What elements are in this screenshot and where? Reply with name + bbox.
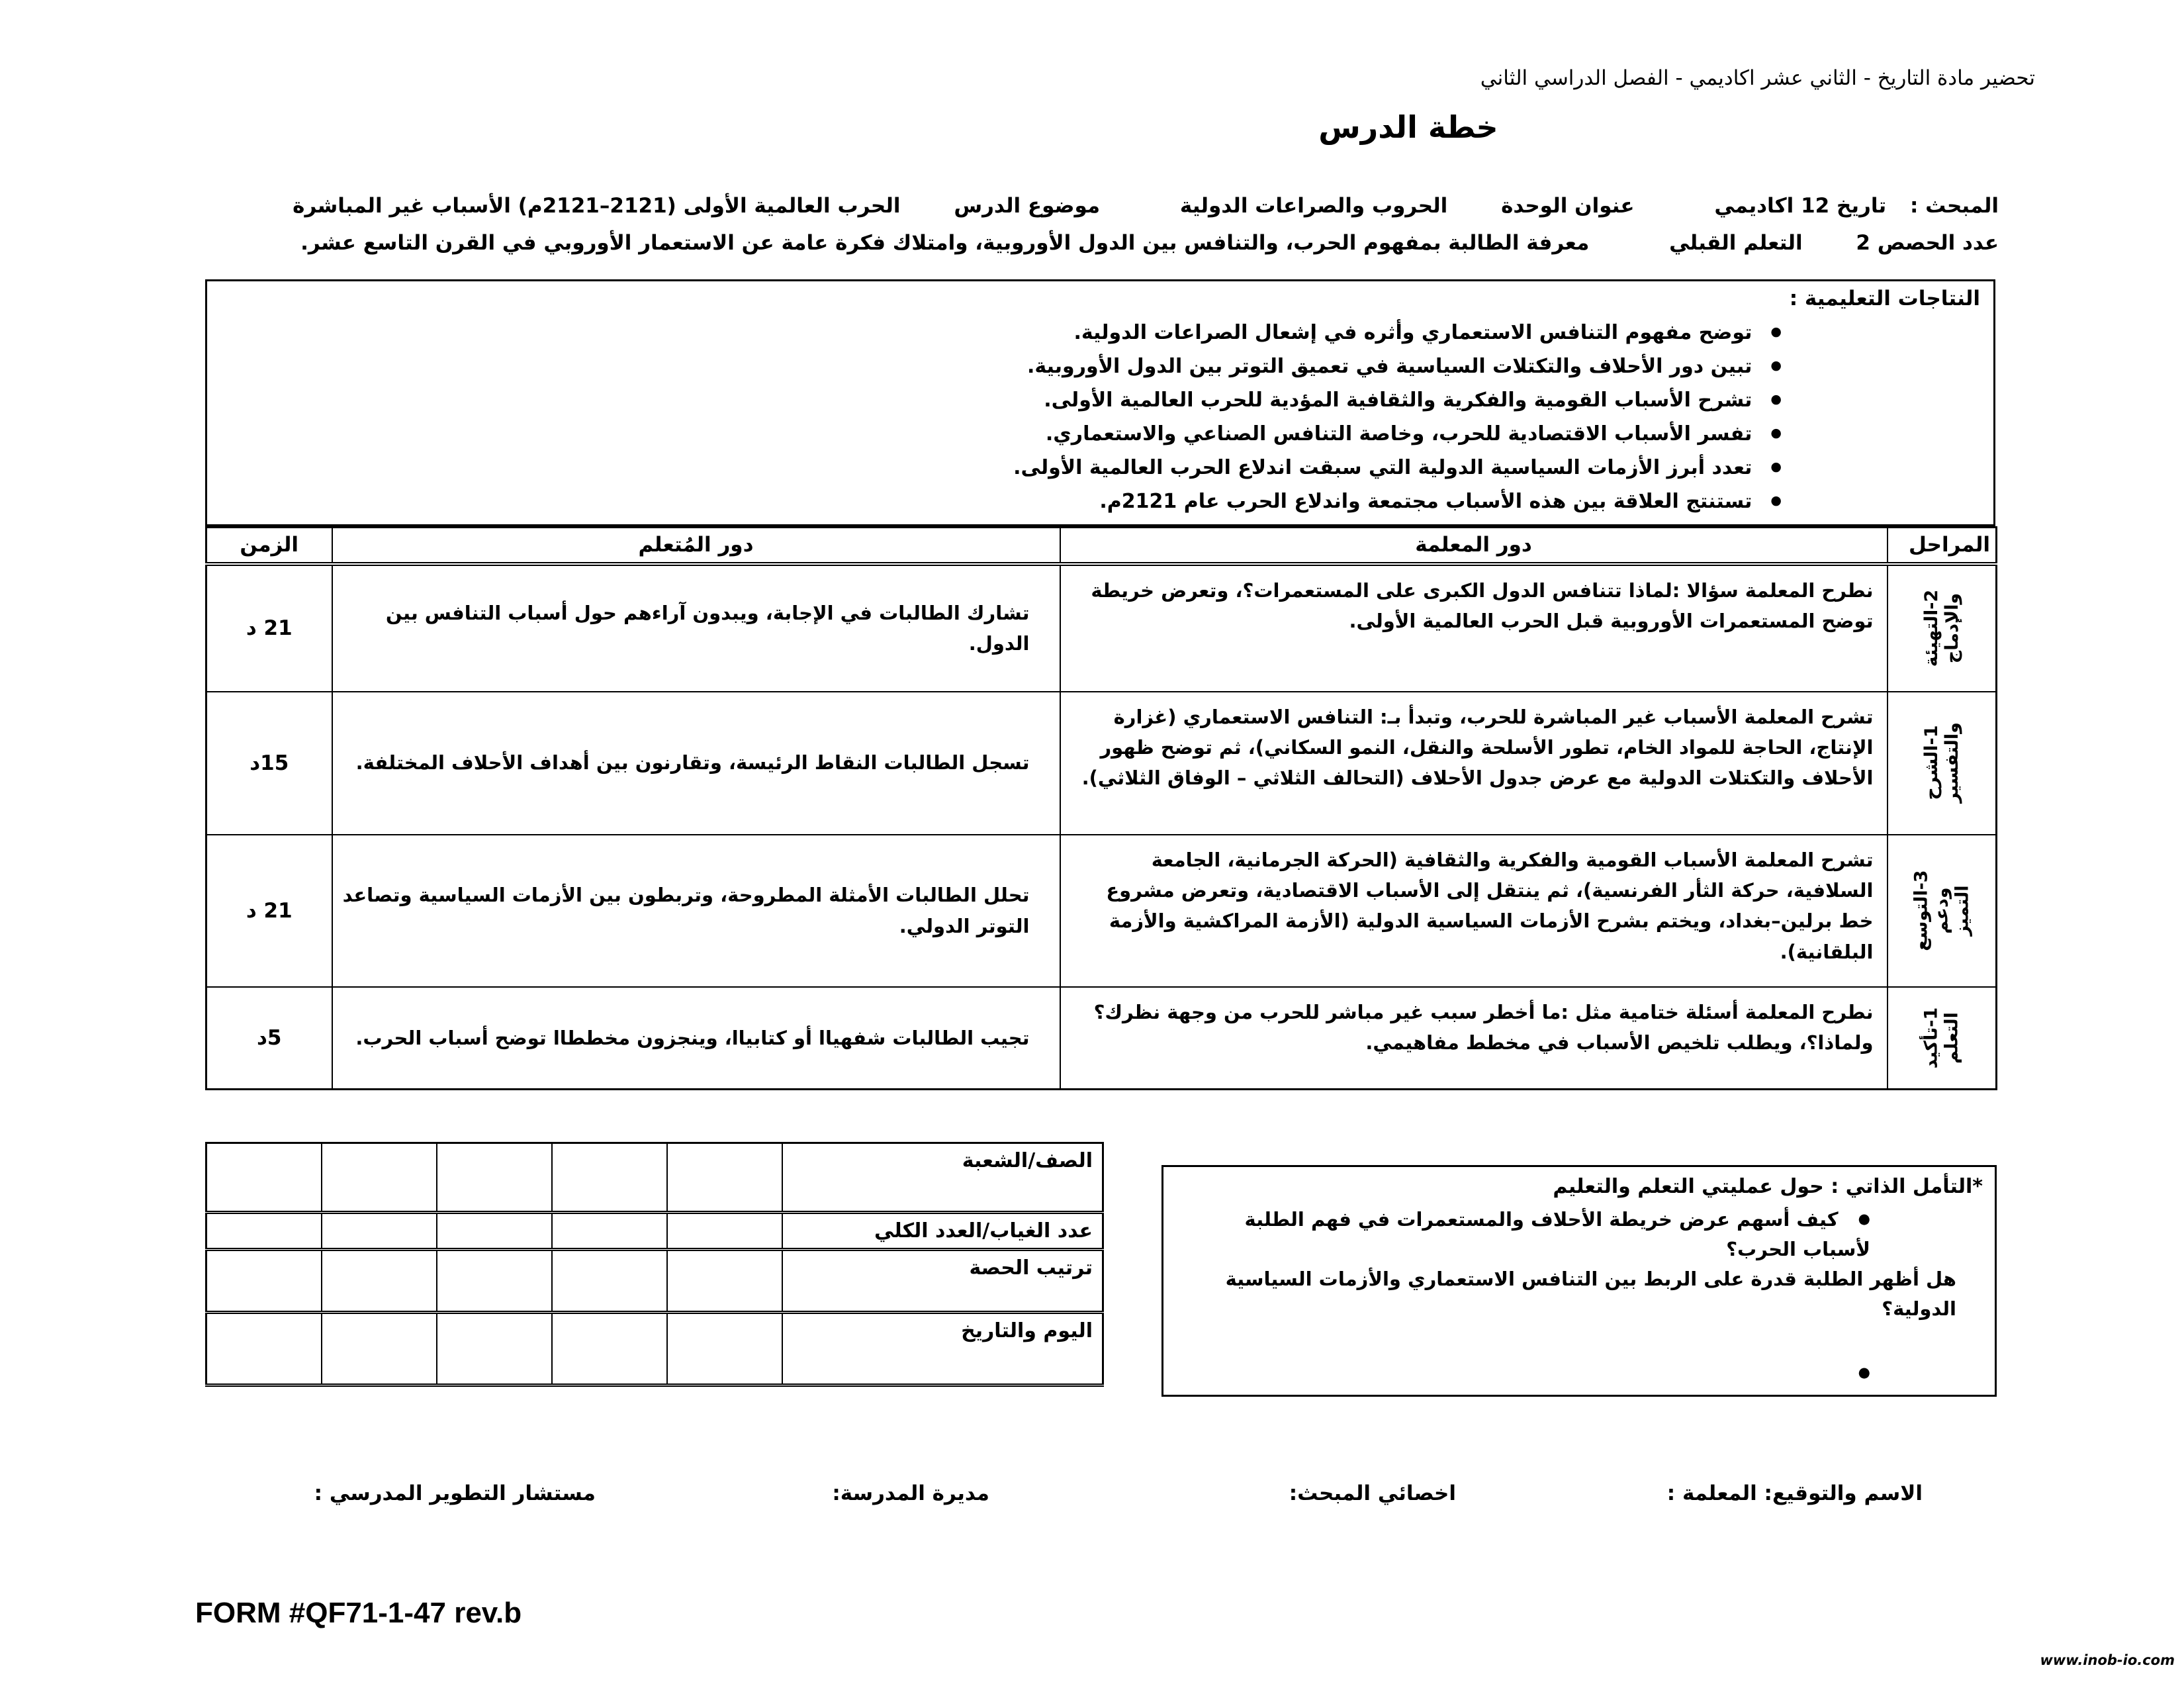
table-row [206, 987, 1997, 1090]
signature-subject-specialist: اخصائي المبحث: [1289, 1481, 1456, 1505]
stage-cell [1888, 835, 1997, 987]
info-line-subject [172, 194, 1999, 218]
table-row [206, 835, 1997, 987]
table-row [206, 1213, 1103, 1250]
teacher-role-cell: نطرح المعلمة سؤالا :لماذا تتنافس الدول الكبرى على المستعمرات؟، وتعرض خريطة توضح المستعمرات الأوروبية قبل الحرب العالمية الأولى. [1060, 564, 1888, 692]
empty-cell [322, 1313, 437, 1385]
stage-rotated-label [1888, 692, 1996, 834]
topic-value: الحرب العالمية الأولى (2121–2121م) الأسباب غير المباشرة [293, 194, 901, 218]
stage-rotated-label [1888, 566, 1996, 691]
watermark: www.inob-io.com [2040, 1652, 2175, 1668]
empty-cell [667, 1213, 782, 1250]
outcome-item: ● تستنتج العلاقة بين هذه الأسباب مجتمعة واندلاع الحرب عام 2121م. [220, 485, 1782, 518]
empty-cell [667, 1143, 782, 1213]
stage-rotated-label [1888, 835, 1996, 986]
table-row [206, 692, 1997, 835]
signature-teacher: الاسم والتوقيع: المعلمة : [1666, 1481, 1923, 1505]
empty-cell [437, 1250, 552, 1313]
page-title: خطة الدرس [1318, 109, 1498, 145]
stage-cell [1888, 692, 1997, 835]
empty-cell [322, 1250, 437, 1313]
subject-value: تاريخ 12 اكاديمي [1714, 194, 1887, 218]
reflection-heading: *التأمل الذاتي : حول عمليتي التعلم والتعليم [1553, 1175, 1983, 1198]
signature-development-consultant: مستشار التطوير المدرسي : [314, 1481, 596, 1505]
learner-role-cell: تسجل الطالبات النقاط الرئيسة، وتقارنون بين أهداف الأحلاف المختلفة. [332, 692, 1060, 835]
col-header-stages: المراحل [1888, 528, 1997, 564]
outcome-item: ● تبين دور الأحلاف والتكتلات السياسية في تعميق التوتر بين الدول الأوروبية. [220, 350, 1782, 383]
subject-label: المبحث : [1909, 194, 1999, 218]
learner-role-cell: تشارك الطالبات في الإجابة، ويبدون آراءهم حول أسباب التنافس بين الدول. [332, 564, 1060, 692]
outcome-item: ● تشرح الأسباب القومية والفكرية والثقافية المؤدية للحرب العالمية الأولى. [220, 383, 1782, 417]
teacher-role-cell: تشرح المعلمة الأسباب القومية والفكرية والثقافية (الحركة الجرمانية، الجامعة السلافية، حركة الثأر الفرنسية)، ثم ينتقل إلى الأسباب الاقتصادية، وتعرض مشروع خط برلين–بغداد، ويختم بشرح الأزمات السياسية الدولية (الأزمة المراكشية والأزمة البلقانية). [1060, 835, 1888, 987]
time-cell: 21 د [206, 564, 332, 692]
learning-outcomes-box [205, 279, 1995, 526]
time-cell: 21 د [206, 835, 332, 987]
signature-principal: مديرة المدرسة: [832, 1481, 989, 1505]
unit-label: عنوان الوحدة [1501, 194, 1635, 218]
empty-cell [437, 1213, 552, 1250]
prior-learning-label: التعلم القبلي [1669, 231, 1803, 255]
self-reflection-box [1161, 1165, 1997, 1397]
outcome-item: ● تعدد أبرز الأزمات السياسية الدولية التي سبقت اندلاع الحرب العالمية الأولى. [220, 451, 1782, 485]
empty-cell [552, 1313, 667, 1385]
unit-value: الحروب والصراعات الدولية [1179, 194, 1448, 218]
outcomes-list [220, 316, 1980, 518]
teacher-role-cell: تشرح المعلمة الأسباب غير المباشرة للحرب، وتبدأ بـ: التنافس الاستعماري (غزارة الإنتاج، الحاجة للمواد الخام، تطور الأسلحة والنقل، النمو السكاني)، ثم توضح ظهور الأحلاف والتكتلات الدولية مع عرض جدول الأحلاف (التحالف الثلاثي – الوفاق الثلاثي). [1060, 692, 1888, 835]
document-header: تحضير مادة التاريخ - الثاني عشر اكاديمي - الفصل الدراسي الثاني [1480, 66, 2035, 90]
col-header-learner-role: دور المُتعلم [332, 528, 1060, 564]
empty-cell [552, 1213, 667, 1250]
empty-cell [437, 1143, 552, 1213]
lesson-info [172, 194, 1999, 268]
outcome-item: ● تفسر الأسباب الاقتصادية للحرب، وخاصة التنافس الصناعي والاستعماري. [220, 417, 1782, 451]
empty-cell [552, 1143, 667, 1213]
empty-cell [322, 1143, 437, 1213]
form-number: FORM #QF71-1-47 rev.b [195, 1597, 522, 1629]
col-header-time: الزمن [206, 528, 332, 564]
table-row [206, 1313, 1103, 1385]
lesson-stages-table [205, 526, 1997, 1090]
reflection-item-continuation: هل أظهر الطلبة قدرة على الربط بين التنافس الاستعماري والأزمات السياسية الدولية؟ [1225, 1267, 1956, 1320]
table-row [206, 1250, 1103, 1313]
time-cell: 15د [206, 692, 332, 835]
stage-cell [1888, 564, 1997, 692]
stage-cell [1888, 987, 1997, 1090]
table-header-row [206, 528, 1997, 564]
outcome-item: ● توضح مفهوم التنافس الاستعماري وأثره في إشعال الصراعات الدولية. [220, 316, 1782, 350]
teacher-role-cell: نطرح المعلمة أسئلة ختامية مثل :ما أخطر سبب غير مباشر للحرب من وجهة نظرك؟ ولماذا؟، ويطلب تلخيص الأسباب في مخطط مفاهيمي. [1060, 987, 1888, 1090]
period-order-label: ترتيب الحصة [782, 1250, 1103, 1313]
topic-label: موضوع الدرس [954, 194, 1101, 218]
periods-label: عدد الحصص 2 [1856, 231, 1999, 255]
reflection-item-empty [1175, 1358, 1983, 1388]
stage-text: 3-التوسع ودعم التميز [1911, 870, 1973, 951]
empty-cell [667, 1313, 782, 1385]
time-cell: 5د [206, 987, 332, 1090]
stage-text: 1-الشرح والتفسير [1921, 722, 1962, 804]
col-header-teacher-role: دور المعلمة [1060, 528, 1888, 564]
table-row [206, 1143, 1103, 1213]
empty-cell [206, 1313, 322, 1385]
empty-cell [206, 1250, 322, 1313]
absence-count-label: عدد الغياب/العدد الكلي [782, 1213, 1103, 1250]
learner-role-cell: تجيب الطالبات شفهياا أو كتابياا، وينجزون مخططاا توضح أسباب الحرب. [332, 987, 1060, 1090]
stage-text: 2-التهيئة والإدماج [1921, 589, 1962, 667]
info-line-periods [172, 231, 1999, 255]
reflection-item: ● كيف أسهم عرض خريطة الأحلاف والمستعمرات في فهم الطلبة لأسباب الحرب؟ [1175, 1205, 1983, 1264]
empty-cell [322, 1213, 437, 1250]
stage-text: 1-تأكيد التعلم [1921, 1007, 1962, 1069]
prior-learning-value: معرفة الطالبة بمفهوم الحرب، والتنافس بين الدول الأوروبية، وامتلاك فكرة عامة عن الاستعمار الأوروبي في القرن التاسع عشر. [300, 231, 1590, 255]
day-date-label: اليوم والتاريخ [782, 1313, 1103, 1385]
outcomes-heading: النتاجات التعليمية : [1789, 287, 1980, 310]
empty-cell [206, 1143, 322, 1213]
table-row [206, 564, 1997, 692]
stage-rotated-label [1888, 988, 1996, 1089]
empty-cell [437, 1313, 552, 1385]
empty-cell [667, 1250, 782, 1313]
class-section-label: الصف/الشعبة [782, 1143, 1103, 1213]
learner-role-cell: تحلل الطالبات الأمثلة المطروحة، وتربطون بين الأزمات السياسية وتصاعد التوتر الدولي. [332, 835, 1060, 987]
empty-cell [552, 1250, 667, 1313]
class-section-table [205, 1142, 1104, 1387]
empty-cell [206, 1213, 322, 1250]
